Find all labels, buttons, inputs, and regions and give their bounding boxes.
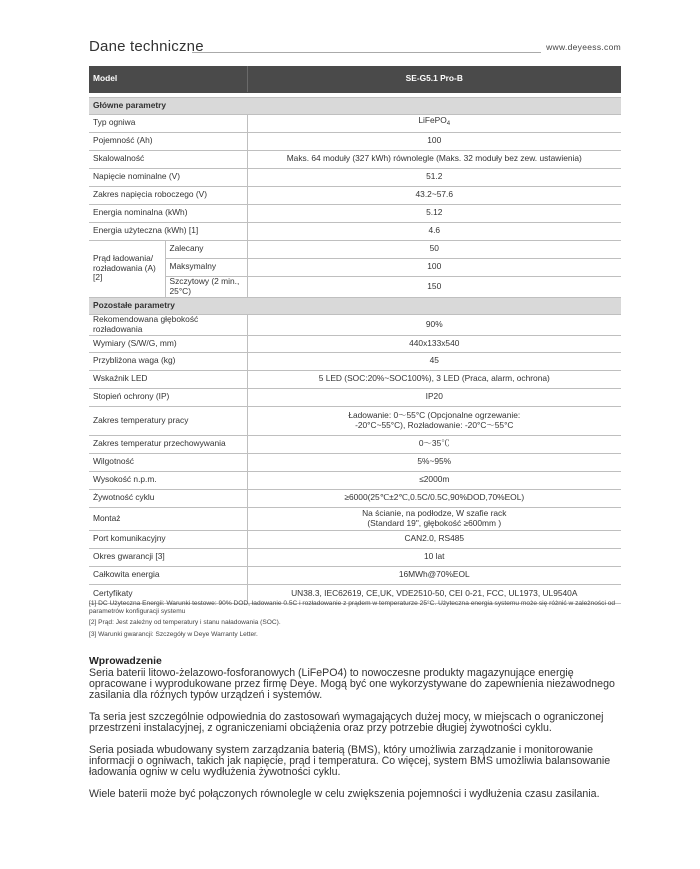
row-label: Port komunikacyjny — [89, 530, 247, 548]
row-value: Na ścianie, na podłodze, W szafie rack (Standard 19", głębokość ≥600mm ) — [247, 507, 621, 530]
model-label: Model — [89, 66, 247, 92]
row-label: Przybliżona waga (kg) — [89, 352, 247, 370]
row-value: 45 — [247, 352, 621, 370]
row-value: IP20 — [247, 388, 621, 406]
current-sub-label: Zalecany — [165, 240, 247, 258]
table-row — [89, 566, 621, 584]
row-value: 43.2~57.6 — [247, 186, 621, 204]
table-row — [89, 530, 621, 548]
row-value-cell-type: LiFePO$_4$ — [247, 114, 621, 132]
table-row — [89, 548, 621, 566]
section-header-main — [89, 97, 621, 114]
footnote: [3] Warunki gwarancji: Szczegóły w Deye Warranty Letter. — [89, 630, 258, 638]
introduction-paragraph: Wiele baterii może być połączonych równolegle w celu zwiększenia pojemności i wydłużenia czasu zasilania. — [89, 788, 600, 800]
current-sub-value: 100 — [247, 258, 621, 276]
row-value: 10 lat — [247, 548, 621, 566]
row-value: 440x133x540 — [247, 335, 621, 352]
row-value: 5%~95% — [247, 453, 621, 471]
row-value: 5.12 — [247, 204, 621, 222]
table-row — [89, 406, 621, 435]
introduction-section — [89, 656, 621, 811]
introduction-paragraph: Seria posiada wbudowany system zarządzania baterią (BMS), który umożliwia zarządzanie i monitorowanie informacji o ogniwach, takich jak napięcie, prąd i temperatura. Co więcej, system BMS umożliwia balansowanie ładowania ogniw w celu wydłużenia żywotności cyklu. — [89, 744, 611, 778]
row-value: UN38.3, IEC62619, CE,UK, VDE2510-50, CEI 0-21, FCC, UL1973, UL9540A — [247, 584, 621, 603]
footnotes — [89, 600, 621, 642]
row-value: 5 LED (SOC:20%~SOC100%), 3 LED (Praca, alarm, ochrona) — [247, 370, 621, 388]
current-sub-value: 50 — [247, 240, 621, 258]
table-row — [89, 471, 621, 489]
row-value: 16MWh@70%EOL — [247, 566, 621, 584]
page-title: Dane techniczne — [89, 38, 204, 55]
row-label: Wilgotność — [89, 453, 247, 471]
section-title: Pozostałe parametry — [89, 297, 621, 314]
row-label: Typ ogniwa — [89, 114, 247, 132]
table-row-current — [89, 276, 621, 297]
introduction-heading: Wprowadzenie — [89, 656, 162, 667]
introduction-paragraph: Ta seria jest szczególnie odpowiednia do zastosowań wymagających dużej mocy, w miejscach o ograniczonej przestrzeni instalacyjnej, z ograniczeniami obciążenia oraz przy potrzebie długiej żywotności cyklu. — [89, 711, 604, 734]
table-row — [89, 370, 621, 388]
row-label: Wskaźnik LED — [89, 370, 247, 388]
row-label: Okres gwarancji [3] — [89, 548, 247, 566]
model-row — [89, 66, 621, 92]
table-row — [89, 132, 621, 150]
table-row — [89, 222, 621, 240]
footnote: [2] Prąd: Jest zależny od temperatury i stanu naładowania (SOC). — [89, 619, 281, 626]
table-row — [89, 453, 621, 471]
row-label: Energia użyteczna (kWh) [1] — [89, 222, 247, 240]
table-row — [89, 352, 621, 370]
table-row — [89, 489, 621, 507]
row-label: Rekomendowana głębokość rozładowania — [89, 314, 247, 335]
row-label: Pojemność (Ah) — [89, 132, 247, 150]
row-value: ≥6000(25℃±2℃,0.5C/0.5C,90%DOD,70%EOL) — [247, 489, 621, 507]
row-value: Maks. 64 moduły (327 kWh) równolegle (Maks. 32 moduły bez zew. ustawienia) — [247, 150, 621, 168]
row-value: 100 — [247, 132, 621, 150]
row-label: Napięcie nominalne (V) — [89, 168, 247, 186]
row-value: 4.6 — [247, 222, 621, 240]
table-row — [89, 186, 621, 204]
row-value: 51.2 — [247, 168, 621, 186]
page-header — [89, 38, 621, 60]
footnote: [1] DC Użyteczna Energii: Warunki testowe: 90% DOD, ładowanie 0.5C i rozładowanie z prądem w temperaturze 25°C. Użyteczna energia systemu może się różnić w zależności od parametrów konfiguracji systemu — [89, 600, 616, 615]
row-label: Zakres napięcia roboczego (V) — [89, 186, 247, 204]
row-label: Żywotność cyklu — [89, 489, 247, 507]
spec-table — [89, 66, 621, 604]
row-value: 0〜35℃ — [247, 435, 621, 453]
row-value: 90% — [247, 314, 621, 335]
table-row — [89, 168, 621, 186]
introduction-paragraph: Seria baterii litowo-żelazowo-fosforanowych (LiFePO4) to nowoczesne produkty magazynujące energię opracowane i wyprodukowane przez firmę Deye. Mogą być one wykorzystywane do zapewnienia niezawodnego zasilania dla różnych typów urządzeń i systemów. — [89, 667, 615, 701]
row-label: Stopień ochrony (IP) — [89, 388, 247, 406]
row-label: Certyfikaty — [89, 584, 247, 603]
table-row — [89, 314, 621, 335]
row-label: Montaż — [89, 507, 247, 530]
current-sub-value: 150 — [247, 276, 621, 297]
row-label: Wymiary (S/W/G, mm) — [89, 335, 247, 352]
row-value: Ładowanie: 0〜55°C (Opcjonalne ogrzewanie: -20°C~55°C), Rozładowanie: -20°C〜55°C — [247, 406, 621, 435]
current-group-label: Prąd ładowania/ rozładowania (A) [2] — [89, 240, 165, 297]
current-sub-label: Szczytowy (2 min., 25°C) — [165, 276, 247, 297]
model-value: SE-G5.1 Pro-B — [247, 66, 621, 92]
table-row — [89, 150, 621, 168]
section-title: Główne parametry — [89, 97, 621, 114]
current-sub-label: Maksymalny — [165, 258, 247, 276]
table-row-current — [89, 240, 621, 258]
table-row — [89, 435, 621, 453]
website-url: www.deyeess.com — [546, 42, 621, 52]
row-label: Skalowalność — [89, 150, 247, 168]
row-value: CAN2.0, RS485 — [247, 530, 621, 548]
table-row — [89, 388, 621, 406]
row-label: Całkowita energia — [89, 566, 247, 584]
header-rule — [192, 52, 541, 53]
table-row — [89, 507, 621, 530]
row-label: Energia nominalna (kWh) — [89, 204, 247, 222]
table-row-current — [89, 258, 621, 276]
row-value: ≤2000m — [247, 471, 621, 489]
table-row — [89, 204, 621, 222]
section-header-other — [89, 297, 621, 314]
table-row — [89, 114, 621, 132]
row-label: Zakres temperatury pracy — [89, 406, 247, 435]
table-row — [89, 335, 621, 352]
row-label: Wysokość n.p.m. — [89, 471, 247, 489]
row-label: Zakres temperatur przechowywania — [89, 435, 247, 453]
